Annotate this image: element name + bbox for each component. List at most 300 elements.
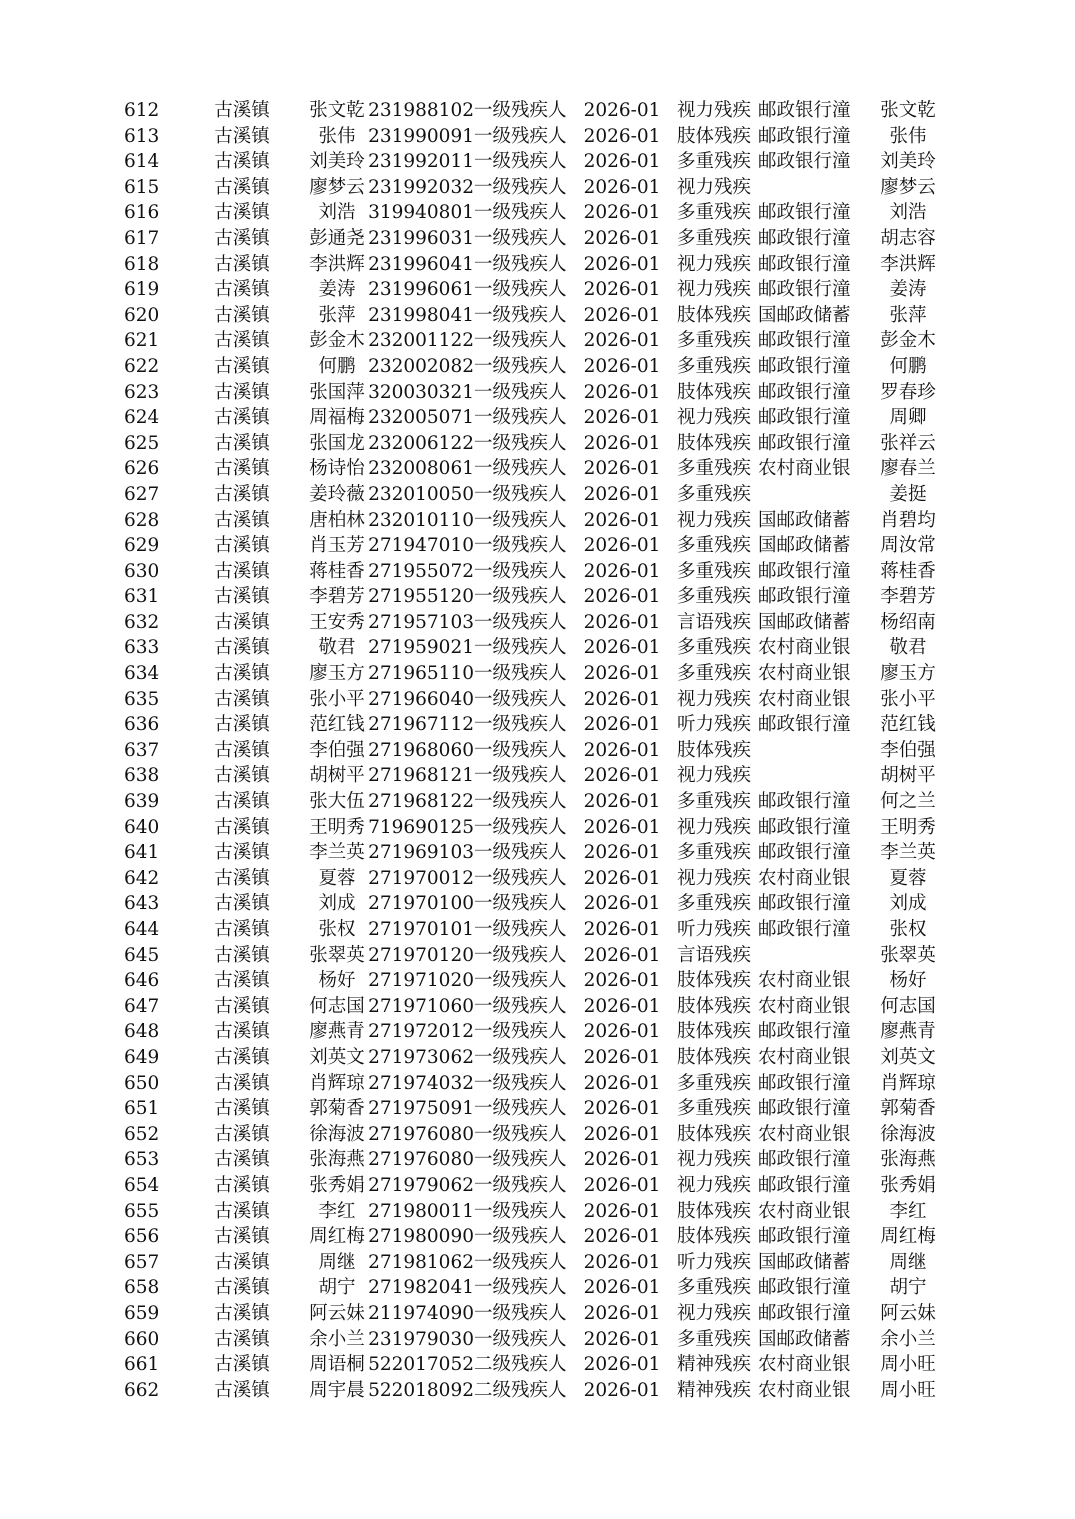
id-number-cell (368, 943, 474, 969)
row-index (118, 815, 192, 841)
town-cell-text: 古溪镇 (214, 663, 270, 685)
disability-level-cell-text: 一级残疾人 (474, 176, 567, 198)
name-cell-text: 唐柏林 (309, 509, 365, 531)
month-cell-text: 2026-01 (583, 611, 661, 633)
disability-level-cell (474, 456, 574, 482)
id-number-cell-text: 271980011 (368, 1200, 474, 1222)
bank-cell-text: 邮政银行潼 (758, 253, 851, 275)
town-cell (192, 1199, 292, 1225)
name-cell-text: 夏蓉 (318, 867, 356, 889)
disability-level-cell-text: 一级残疾人 (474, 381, 567, 403)
disability-type-cell-text: 多重残疾 (676, 637, 751, 659)
payee-cell-text: 范红钱 (880, 714, 936, 736)
month-cell-text: 2026-01 (583, 1379, 661, 1401)
id-number-cell (368, 405, 474, 431)
id-number-cell (368, 789, 474, 815)
payee-cell (858, 252, 958, 278)
disability-level-cell (474, 763, 574, 789)
month-cell-text: 2026-01 (583, 330, 661, 352)
table-row (118, 917, 958, 943)
table-row (118, 1173, 958, 1199)
disability-level-cell-text: 一级残疾人 (474, 407, 567, 429)
row-index-text: 653 (124, 1149, 160, 1171)
payee-cell (858, 303, 958, 329)
id-number-cell-text: 271968121 (368, 765, 474, 787)
town-cell (192, 149, 292, 175)
id-number-cell (368, 994, 474, 1020)
row-index (118, 277, 192, 303)
month-cell (574, 1147, 670, 1173)
disability-level-cell (474, 1352, 574, 1378)
row-index (118, 533, 192, 559)
payee-cell-text: 廖梦云 (880, 176, 936, 198)
disability-level-cell (474, 1224, 574, 1250)
row-index-text: 624 (124, 407, 160, 429)
disability-level-cell (474, 738, 574, 764)
disability-level-cell-text: 一级残疾人 (474, 688, 567, 710)
id-number-cell (368, 1071, 474, 1097)
row-index-text: 637 (124, 739, 160, 761)
town-cell-text: 古溪镇 (214, 995, 270, 1017)
town-cell-text: 古溪镇 (214, 1226, 270, 1248)
bank-cell (758, 610, 858, 636)
row-index (118, 1250, 192, 1276)
disability-level-cell (474, 124, 574, 150)
month-cell-text: 2026-01 (583, 125, 661, 147)
payee-cell-text: 罗春珍 (880, 381, 936, 403)
id-number-cell (368, 431, 474, 457)
month-cell-text: 2026-01 (583, 1354, 661, 1376)
month-cell-text: 2026-01 (583, 663, 661, 685)
row-index-text: 625 (124, 432, 160, 454)
disability-level-cell (474, 380, 574, 406)
month-cell (574, 1019, 670, 1045)
table-row (118, 661, 958, 687)
name-cell-text: 胡树平 (309, 765, 365, 787)
disability-type-cell-text: 听力残疾 (676, 919, 751, 940)
id-number-cell (368, 610, 474, 636)
payee-cell (858, 1045, 958, 1071)
disability-type-cell-text: 肢体残疾 (676, 739, 751, 761)
disability-type-cell (670, 559, 758, 585)
month-cell (574, 226, 670, 252)
disability-level-cell (474, 1275, 574, 1301)
month-cell (574, 1327, 670, 1353)
bank-cell (758, 1122, 858, 1148)
row-index (118, 508, 192, 534)
town-cell-text: 古溪镇 (214, 816, 270, 838)
name-cell-text: 张秀娟 (309, 1174, 365, 1196)
disability-level-cell-text: 一级残疾人 (474, 816, 567, 838)
row-index (118, 661, 192, 687)
row-index-text: 645 (124, 944, 160, 966)
table-row (118, 1199, 958, 1225)
id-number-cell (368, 968, 474, 994)
id-number-cell-text: 232001122 (368, 330, 474, 352)
town-cell-text: 古溪镇 (214, 1098, 270, 1120)
town-cell (192, 277, 292, 303)
month-cell (574, 1045, 670, 1071)
payee-cell (858, 1301, 958, 1327)
payee-cell-text: 李洪辉 (880, 253, 936, 275)
disability-level-cell (474, 98, 574, 124)
id-number-cell (368, 124, 474, 150)
month-cell-text: 2026-01 (583, 535, 661, 557)
id-number-cell-text: 271966040 (368, 688, 474, 710)
town-cell (192, 1250, 292, 1276)
id-number-cell (368, 380, 474, 406)
row-index (118, 1071, 192, 1097)
bank-cell-text: 邮政银行潼 (758, 1072, 851, 1094)
payee-cell (858, 533, 958, 559)
bank-cell (758, 994, 858, 1020)
payee-cell-text: 郭菊香 (880, 1098, 936, 1120)
town-cell (192, 610, 292, 636)
town-cell (192, 1096, 292, 1122)
id-number-cell (368, 303, 474, 329)
disability-type-cell-text: 言语残疾 (676, 611, 751, 633)
town-cell (192, 738, 292, 764)
bank-cell (758, 712, 858, 738)
bank-cell (758, 687, 858, 713)
month-cell (574, 533, 670, 559)
bank-cell (758, 866, 858, 892)
disability-level-cell (474, 277, 574, 303)
name-cell-text: 张翠英 (309, 944, 365, 966)
id-number-cell (368, 533, 474, 559)
disability-level-cell-text: 一级残疾人 (474, 739, 567, 761)
id-number-cell-text: 271957103 (368, 611, 474, 633)
bank-cell-text: 邮政银行潼 (758, 1149, 851, 1171)
bank-cell (758, 482, 858, 508)
bank-cell (758, 815, 858, 841)
bank-cell-text: 邮政银行潼 (758, 407, 851, 429)
disability-type-cell-text: 肢体残疾 (676, 970, 751, 992)
disability-type-cell (670, 1301, 758, 1327)
id-number-cell (368, 635, 474, 661)
disability-level-cell-text: 一级残疾人 (474, 100, 567, 121)
row-index (118, 175, 192, 201)
bank-cell-text: 邮政银行潼 (758, 202, 851, 224)
disability-type-cell (670, 1378, 758, 1404)
row-index (118, 1275, 192, 1301)
id-number-cell (368, 1019, 474, 1045)
id-number-cell-text: 231992011 (368, 151, 474, 173)
disability-type-cell (670, 1096, 758, 1122)
id-number-cell-text: 271972012 (368, 1021, 474, 1043)
payee-cell-text: 张秀娟 (880, 1174, 936, 1196)
table-row (118, 1250, 958, 1276)
month-cell (574, 1378, 670, 1404)
name-cell-text: 刘浩 (318, 202, 356, 224)
row-index-text: 657 (124, 1251, 160, 1273)
id-number-cell-text: 232002082 (368, 355, 474, 377)
row-index (118, 1224, 192, 1250)
month-cell-text: 2026-01 (583, 483, 661, 505)
town-cell (192, 380, 292, 406)
month-cell (574, 1301, 670, 1327)
id-number-cell-text: 522017052 (368, 1354, 474, 1376)
town-cell-text: 古溪镇 (214, 944, 270, 966)
bank-cell-text: 农村商业银 (758, 688, 851, 710)
bank-cell-text: 邮政银行潼 (758, 1277, 851, 1299)
disability-level-cell (474, 635, 574, 661)
disability-type-cell (670, 1173, 758, 1199)
bank-cell (758, 98, 858, 124)
disability-level-cell (474, 354, 574, 380)
bank-cell-text: 农村商业银 (758, 867, 851, 889)
bank-cell-text: 邮政银行潼 (758, 1021, 851, 1043)
name-cell-text: 李伯强 (309, 739, 365, 761)
row-index-text: 616 (124, 202, 160, 224)
disability-type-cell (670, 98, 758, 124)
payee-cell (858, 687, 958, 713)
town-cell-text: 古溪镇 (214, 714, 270, 736)
disability-type-cell-text: 多重残疾 (676, 1098, 751, 1120)
bank-cell-text: 邮政银行潼 (758, 842, 851, 864)
name-cell-text: 姜涛 (318, 279, 356, 301)
bank-cell-text: 邮政银行潼 (758, 893, 851, 915)
disability-level-cell (474, 1071, 574, 1097)
id-number-cell-text: 232005071 (368, 407, 474, 429)
table-row (118, 1301, 958, 1327)
disability-level-cell-text: 一级残疾人 (474, 355, 567, 377)
town-cell-text: 古溪镇 (214, 637, 270, 659)
town-cell-text: 古溪镇 (214, 1072, 270, 1094)
row-index-text: 649 (124, 1046, 160, 1068)
disability-type-cell (670, 1045, 758, 1071)
payee-cell-text: 张翠英 (880, 944, 936, 966)
row-index (118, 1327, 192, 1353)
name-cell-text: 刘英文 (309, 1046, 365, 1068)
row-index-text: 654 (124, 1174, 160, 1196)
name-cell-text: 廖玉方 (309, 663, 365, 685)
bank-cell-text: 邮政银行潼 (758, 227, 851, 249)
month-cell (574, 687, 670, 713)
town-cell-text: 古溪镇 (214, 791, 270, 813)
id-number-cell (368, 840, 474, 866)
town-cell-text: 古溪镇 (214, 509, 270, 531)
payee-cell-text: 何之兰 (880, 791, 936, 813)
disability-type-cell-text: 视力残疾 (676, 176, 751, 198)
row-index (118, 405, 192, 431)
row-index-text: 629 (124, 535, 160, 557)
row-index (118, 789, 192, 815)
town-cell (192, 1224, 292, 1250)
month-cell (574, 943, 670, 969)
payee-cell-text: 敬君 (889, 637, 927, 659)
row-index-text: 619 (124, 279, 160, 301)
name-cell-text: 肖辉琼 (309, 1072, 365, 1094)
row-index-text: 620 (124, 304, 160, 326)
row-index-text: 648 (124, 1021, 160, 1043)
name-cell-text: 阿云妹 (309, 1302, 365, 1324)
bank-cell (758, 943, 858, 969)
subsidy-roster-table (118, 98, 958, 1403)
id-number-cell (368, 328, 474, 354)
disability-type-cell-text: 视力残疾 (676, 765, 751, 787)
month-cell (574, 891, 670, 917)
payee-cell (858, 789, 958, 815)
month-cell (574, 789, 670, 815)
disability-level-cell (474, 175, 574, 201)
town-cell-text: 古溪镇 (214, 1046, 270, 1068)
payee-cell-text: 周小旺 (880, 1379, 936, 1401)
row-index-text: 639 (124, 791, 160, 813)
bank-cell (758, 200, 858, 226)
row-index (118, 1045, 192, 1071)
disability-type-cell-text: 多重残疾 (676, 330, 751, 352)
disability-level-cell-text: 一级残疾人 (474, 1200, 567, 1222)
bank-cell-text: 国邮政储蓄 (758, 611, 851, 633)
town-cell (192, 584, 292, 610)
name-cell-text: 敬君 (318, 637, 356, 659)
month-cell (574, 328, 670, 354)
disability-level-cell-text: 一级残疾人 (474, 432, 567, 454)
bank-cell (758, 1378, 858, 1404)
town-cell (192, 1301, 292, 1327)
row-index (118, 328, 192, 354)
payee-cell (858, 1224, 958, 1250)
payee-cell (858, 1327, 958, 1353)
bank-cell (758, 252, 858, 278)
payee-cell (858, 1250, 958, 1276)
id-number-cell (368, 559, 474, 585)
town-cell (192, 482, 292, 508)
table-row (118, 1019, 958, 1045)
row-index-text: 615 (124, 176, 160, 198)
disability-level-cell-text: 一级残疾人 (474, 509, 567, 531)
row-index (118, 226, 192, 252)
bank-cell-text: 邮政银行潼 (758, 100, 851, 121)
month-cell-text: 2026-01 (583, 816, 661, 838)
id-number-cell (368, 815, 474, 841)
disability-level-cell-text: 一级残疾人 (474, 970, 567, 992)
town-cell (192, 175, 292, 201)
bank-cell (758, 1096, 858, 1122)
table-row (118, 712, 958, 738)
disability-type-cell-text: 肢体残疾 (676, 1200, 751, 1222)
disability-level-cell (474, 533, 574, 559)
id-number-cell-text: 231988102 (368, 100, 474, 121)
disability-type-cell (670, 1147, 758, 1173)
id-number-cell (368, 456, 474, 482)
id-number-cell (368, 712, 474, 738)
town-cell-text: 古溪镇 (214, 1200, 270, 1222)
payee-cell (858, 98, 958, 124)
disability-type-cell-text: 多重残疾 (676, 586, 751, 608)
disability-type-cell-text: 视力残疾 (676, 253, 751, 275)
id-number-cell-text: 271979062 (368, 1174, 474, 1196)
payee-cell-text: 刘美玲 (880, 151, 936, 173)
table-row (118, 584, 958, 610)
payee-cell (858, 1275, 958, 1301)
disability-type-cell-text: 多重残疾 (676, 535, 751, 557)
table-row (118, 328, 958, 354)
bank-cell-text: 国邮政储蓄 (758, 1328, 851, 1350)
town-cell (192, 866, 292, 892)
name-cell-text: 王明秀 (309, 816, 365, 838)
name-cell-text: 周语桐 (309, 1354, 365, 1376)
town-cell (192, 98, 292, 124)
month-cell (574, 763, 670, 789)
disability-type-cell (670, 1071, 758, 1097)
disability-level-cell-text: 二级残疾人 (474, 1354, 567, 1376)
disability-type-cell-text: 肢体残疾 (676, 995, 751, 1017)
disability-type-cell (670, 277, 758, 303)
month-cell-text: 2026-01 (583, 355, 661, 377)
disability-level-cell-text: 一级残疾人 (474, 535, 567, 557)
payee-cell (858, 866, 958, 892)
month-cell (574, 277, 670, 303)
id-number-cell-text: 271970101 (368, 919, 474, 940)
disability-level-cell (474, 200, 574, 226)
month-cell (574, 508, 670, 534)
table-row (118, 456, 958, 482)
payee-cell-text: 姜涛 (889, 279, 927, 301)
month-cell (574, 994, 670, 1020)
payee-cell (858, 738, 958, 764)
month-cell-text: 2026-01 (583, 432, 661, 454)
bank-cell-text: 农村商业银 (758, 1200, 851, 1222)
id-number-cell-text: 232010050 (368, 483, 474, 505)
disability-type-cell (670, 917, 758, 943)
id-number-cell-text: 271976080 (368, 1149, 474, 1171)
month-cell (574, 1275, 670, 1301)
month-cell (574, 200, 670, 226)
table-row (118, 1275, 958, 1301)
disability-type-cell-text: 多重残疾 (676, 151, 751, 173)
payee-cell (858, 943, 958, 969)
month-cell-text: 2026-01 (583, 253, 661, 275)
disability-type-cell (670, 994, 758, 1020)
town-cell-text: 古溪镇 (214, 586, 270, 608)
name-cell-text: 李洪辉 (309, 253, 365, 275)
row-index-text: 640 (124, 816, 160, 838)
month-cell-text: 2026-01 (583, 1251, 661, 1273)
payee-cell-text: 张海燕 (880, 1149, 936, 1171)
month-cell-text: 2026-01 (583, 176, 661, 198)
town-cell (192, 635, 292, 661)
id-number-cell-text: 319940801 (368, 202, 474, 224)
payee-cell-text: 廖春兰 (880, 458, 936, 480)
town-cell (192, 252, 292, 278)
name-cell-text: 胡宁 (318, 1277, 356, 1299)
row-index (118, 738, 192, 764)
month-cell-text: 2026-01 (583, 791, 661, 813)
month-cell (574, 917, 670, 943)
payee-cell (858, 1147, 958, 1173)
row-index-text: 627 (124, 483, 160, 505)
id-number-cell (368, 175, 474, 201)
payee-cell (858, 891, 958, 917)
disability-level-cell (474, 584, 574, 610)
disability-type-cell-text: 肢体残疾 (676, 1226, 751, 1248)
disability-level-cell (474, 712, 574, 738)
town-cell-text: 古溪镇 (214, 688, 270, 710)
month-cell (574, 584, 670, 610)
disability-level-cell-text: 一级残疾人 (474, 1328, 567, 1350)
payee-cell-text: 张文乾 (880, 100, 936, 121)
disability-level-cell (474, 891, 574, 917)
disability-level-cell-text: 一级残疾人 (474, 1174, 567, 1196)
month-cell (574, 815, 670, 841)
row-index-text: 632 (124, 611, 160, 633)
town-cell-text: 古溪镇 (214, 1251, 270, 1273)
payee-cell (858, 840, 958, 866)
town-cell-text: 古溪镇 (214, 253, 270, 275)
payee-cell-text: 廖燕青 (880, 1021, 936, 1043)
